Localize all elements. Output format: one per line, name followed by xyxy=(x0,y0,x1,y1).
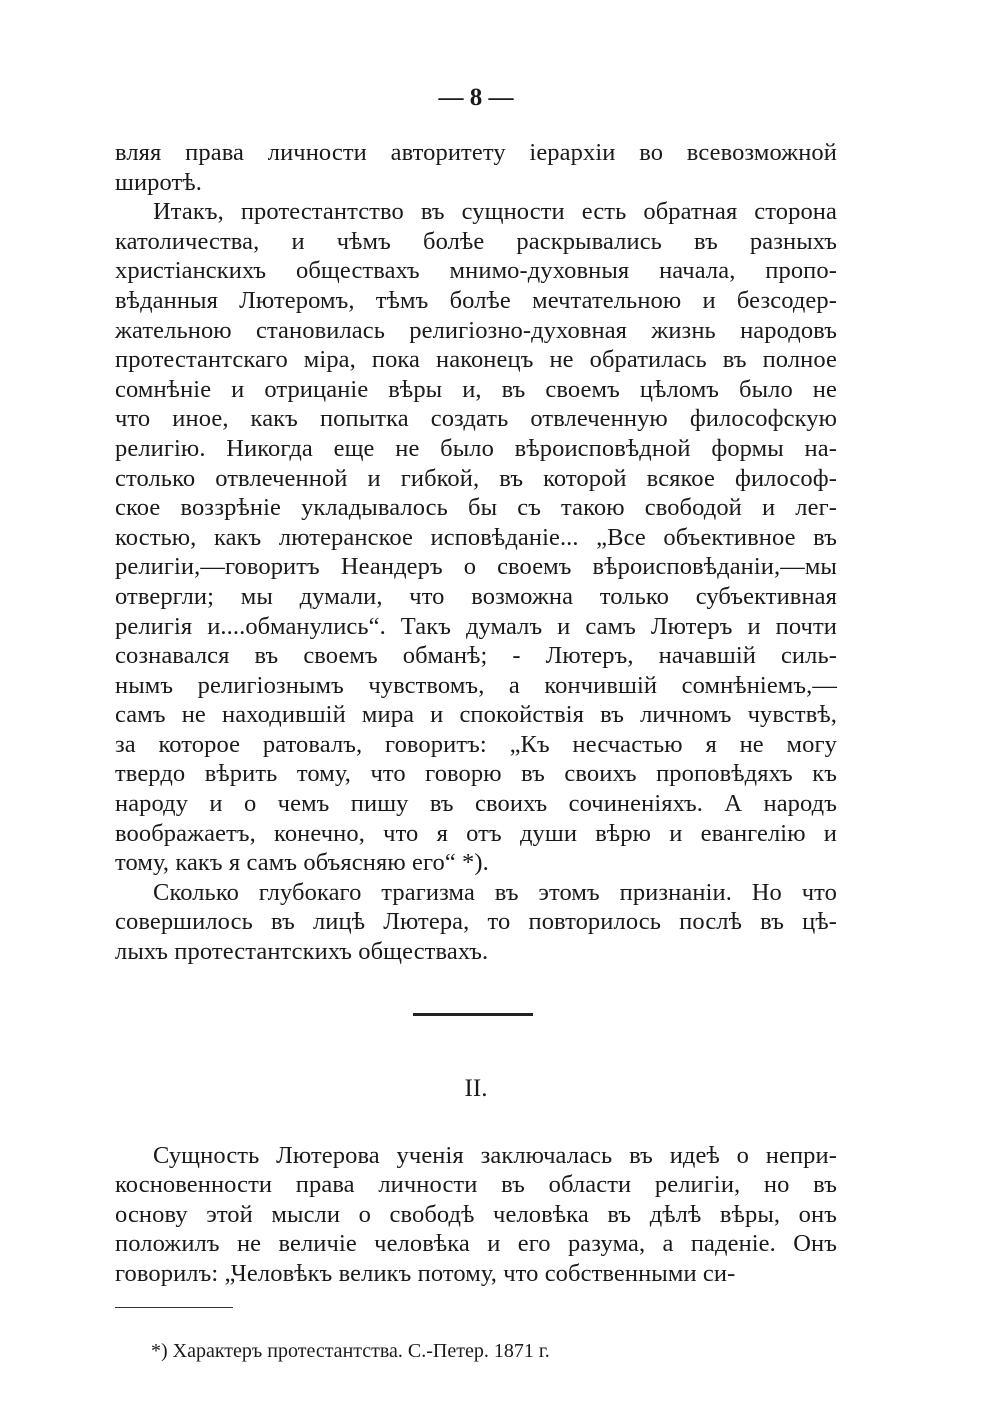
text-line: религію. Никогда еще не было вѣроисповѣдной формы на- xyxy=(115,434,837,462)
body-text-part1 xyxy=(115,138,837,967)
footnote-rule xyxy=(115,1307,233,1309)
text-line: столько отвлеченной и гибкой, въ которой всякое философ- xyxy=(115,464,837,492)
text-line: жательною становилась религіозно-духовная жизнь народовъ xyxy=(115,316,837,344)
text-line: косновенности права личности въ области религіи, но въ xyxy=(115,1171,837,1199)
text-line: нымъ религіознымъ чувствомъ, а кончившій сомнѣніемъ,— xyxy=(115,671,837,699)
text-line: религіи,—говоритъ Неандеръ о своемъ вѣроисповѣданіи,—мы xyxy=(115,553,837,581)
text-line: католичества, и чѣмъ болѣе раскрывались въ разныхъ xyxy=(115,227,837,255)
paragraph xyxy=(115,1141,837,1289)
text-line: тому, какъ я самъ объясняю его“ *). xyxy=(115,849,489,877)
text-line: что иное, какъ попытка создать отвлеченную философскую xyxy=(115,405,837,433)
text-line: воображаетъ, конечно, что я отъ души вѣрю и евангелію и xyxy=(115,819,837,847)
text-line: народу и о чемъ пишу въ своихъ сочиненіяхъ. А народъ xyxy=(115,790,837,818)
text-line: положилъ не величіе человѣка и его разума, а паденіе. Онъ xyxy=(115,1230,837,1258)
text-line: Сколько глубокаго трагизма въ этомъ признаніи. Но что xyxy=(153,878,837,906)
text-line: говорилъ: „Человѣкъ великъ потому, что собственными си- xyxy=(115,1260,736,1287)
text-line: основу этой мысли о свободѣ человѣка въ дѣлѣ вѣры, онъ xyxy=(115,1200,837,1228)
text-line: вѣданныя Лютеромъ, тѣмъ болѣе мечтательною и безсодер- xyxy=(115,286,837,314)
section-heading: II. xyxy=(464,1074,488,1102)
paragraph xyxy=(115,197,837,878)
footnote: *) Характеръ протестантства. С.-Петер. 1871 г. xyxy=(151,1340,550,1363)
text-line: сознавался въ своемъ обманѣ; - Лютеръ, начавшій силь- xyxy=(115,642,837,670)
section-rule xyxy=(413,1013,533,1016)
text-line: Сущность Лютерова ученія заключалась въ идеѣ о непри- xyxy=(153,1141,837,1169)
text-line: широтѣ. xyxy=(115,168,202,196)
paragraph xyxy=(115,138,837,197)
text-line: лыхъ протестантскихъ обществахъ. xyxy=(115,938,489,966)
text-line: самъ не находившій мира и спокойствія въ личномъ чувствѣ, xyxy=(115,701,837,729)
text-line: отвергли; мы думали, что возможна только субъективная xyxy=(115,582,837,610)
text-line: протестантскаго міра, пока наконецъ не обратилась въ полное xyxy=(115,346,837,374)
text-line: ское воззрѣніе укладывалось бы съ такою свободой и лег- xyxy=(115,494,837,522)
text-line: религія и....обманулись“. Такъ думалъ и самъ Лютеръ и почти xyxy=(115,612,837,640)
paragraph xyxy=(115,878,837,967)
text-line: вляя права личности авторитету іерархіи во всевозможной xyxy=(115,139,837,166)
text-line: сомнѣніе и отрицаніе вѣры и, въ своемъ цѣломъ было не xyxy=(115,375,837,403)
text-line: костью, какъ лютеранское исповѣданіе... „Все объективное въ xyxy=(115,523,837,551)
body-text-part2 xyxy=(115,1141,837,1289)
page-number: — 8 — xyxy=(438,84,514,111)
section-divider xyxy=(115,967,837,1071)
text-line: христіанскихъ обществахъ мнимо-духовныя начала, пропо- xyxy=(115,257,837,285)
page xyxy=(115,80,837,1364)
text-line: за которое ратовалъ, говоритъ: „Къ несчастью я не могу xyxy=(115,730,837,758)
text-line: Итакъ, протестантство въ сущности есть обратная сторона xyxy=(153,198,837,226)
text-line: совершилось въ лицѣ Лютера, то повторилось послѣ въ цѣ- xyxy=(115,908,837,936)
text-line: твердо вѣрить тому, что говорю въ своихъ проповѣдяхъ къ xyxy=(115,760,837,788)
